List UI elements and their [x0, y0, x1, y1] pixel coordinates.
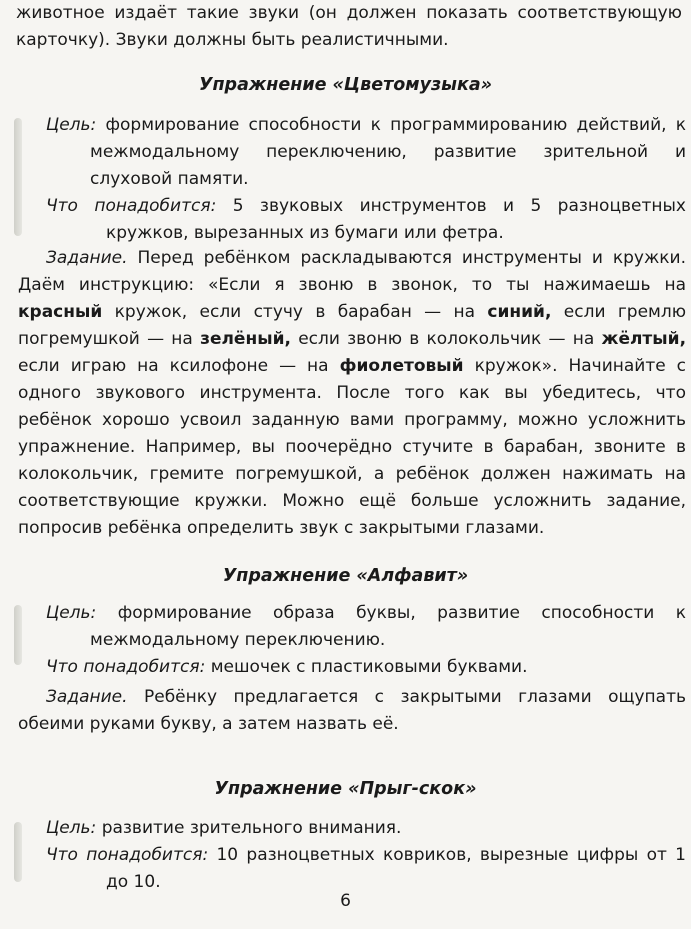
goal-label: Цель: [46, 603, 97, 623]
color-blue: синий, [487, 302, 552, 322]
exercise-2-title: Упражнение «Алфавит» [222, 566, 469, 586]
goal-label: Цель: [46, 818, 97, 838]
color-green: зелёный, [200, 329, 291, 349]
exercise-3-title: Упражнение «Прыг-скок» [214, 779, 477, 799]
task-label: Задание. [46, 248, 128, 268]
page-number: 6 [340, 891, 351, 911]
exercise-1-title: Упражнение «Цветомузыка» [198, 75, 493, 95]
exercise-1-body [46, 112, 686, 247]
exercise-2-materials [46, 654, 686, 681]
materials-text: 5 звуковых инструментов и 5 разноцветных кружков, вырезанных из бумаги или фетра. [106, 196, 686, 243]
exercise-3-goal [46, 815, 686, 842]
materials-label: Что понадобится: [46, 845, 209, 865]
task-text-1: Перед ребёнком раскладываются инструменты и кружки. Даём инструкцию: «Если я звоню в звонок, то ты нажимаешь на [18, 248, 687, 295]
materials-text: 10 разноцветных ковриков, вырезные цифры от 1 до 10. [106, 845, 686, 892]
color-yellow: жёлтый, [601, 329, 687, 349]
exercise-3-body [46, 815, 686, 896]
materials-label: Что понадобится: [46, 196, 217, 216]
goal-text: формирование способности к программированию действий, к межмодальному переключению, развитие зрительной и слуховой памяти. [90, 115, 687, 189]
task-text-6: кружок». Начинайте с одного звукового инструмента. После того как вы убедитесь, что ребёнок хорошо усвоил заданную вами программу, можно усложнить упражнение. Например, вы поочерёдно стучите в барабан, звоните в колокольчик, гремите погремушкой, а ребёнок должен нажимать на соответствующие кружки. Можно ещё больше усложнить задание, попросив ребёнка определить звук с закрытыми глазами. [18, 356, 687, 538]
color-red: красный [18, 302, 103, 322]
exercise-3-margin-bar [14, 822, 22, 882]
exercise-1-margin-bar [14, 118, 22, 236]
exercise-2-goal [46, 600, 686, 654]
task-label: Задание. [46, 687, 128, 707]
exercise-1-task [18, 245, 686, 542]
task-text-4: если звоню в колокольчик — на [298, 329, 595, 349]
task-text: Ребёнку предлагается с закрытыми глазами ощупать обеими руками букву, а затем назвать её. [18, 687, 687, 734]
goal-text: развитие зрительного внимания. [101, 818, 402, 838]
task-text-3: если гремлю погремушкой — на [18, 302, 687, 349]
materials-text: мешочек с пластиковыми буквами. [210, 657, 528, 677]
exercise-1-materials [46, 193, 686, 247]
exercise-2-body [46, 600, 686, 681]
exercise-1-goal [46, 112, 686, 193]
task-text-2: кружок, если стучу в барабан — на [114, 302, 476, 322]
goal-label: Цель: [46, 115, 97, 135]
intro-paragraph: животное издаёт такие звуки (он должен показать соответствующую карточку). Звуки должны быть реалистичными. [16, 3, 682, 50]
exercise-2-margin-bar [14, 605, 22, 665]
task-text-5: если играю на ксилофоне — на [18, 356, 329, 376]
materials-label: Что понадобится: [46, 657, 206, 677]
color-violet: фиолетовый [339, 356, 464, 376]
goal-text: формирование образа буквы, развитие способности к межмодальному переключению. [90, 603, 687, 650]
exercise-2-task [18, 684, 686, 738]
